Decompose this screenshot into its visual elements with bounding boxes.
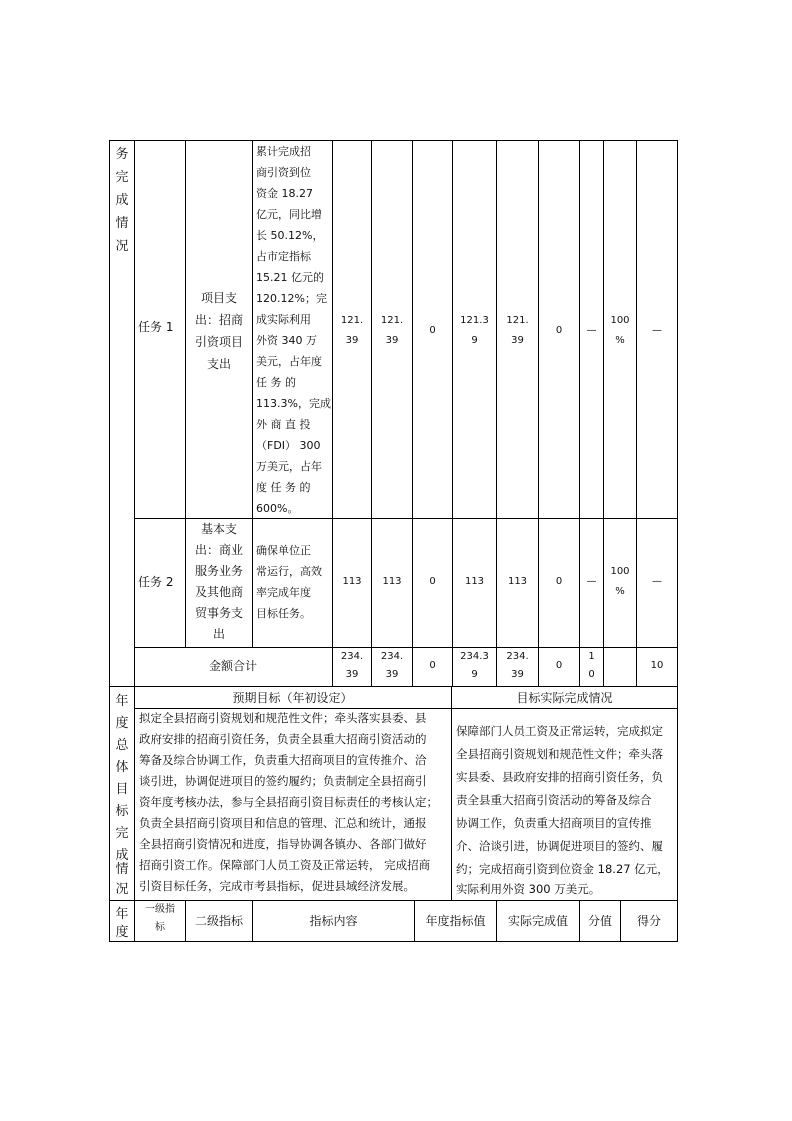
goal-line: 实县委、县政府安排的招商引资任务，负: [456, 770, 663, 784]
task2-rate: %: [615, 586, 625, 597]
label-char: 况: [115, 239, 129, 254]
col-line: [579, 140, 580, 686]
goal-line: 约；完成招商引资到位资金 18.27 亿元，: [456, 862, 669, 876]
label-char: 度: [115, 716, 129, 731]
left-col-separator: [134, 140, 135, 942]
total-value: 39: [385, 669, 399, 680]
task2-value: —: [652, 576, 662, 587]
table-right-border: [677, 140, 678, 942]
category-line: 出：商业: [194, 543, 243, 557]
row-line: [109, 900, 678, 901]
desc-line: 资金 18.27: [256, 187, 313, 200]
label-char: 目: [115, 782, 129, 797]
col-line: [371, 140, 372, 686]
total-value: 234.: [380, 651, 404, 662]
total-value: 39: [345, 669, 359, 680]
task2-value: 113: [342, 576, 362, 587]
label-char: 标: [115, 804, 129, 819]
total-value: 39: [511, 669, 524, 680]
header-annual-target: 年度指标值: [425, 914, 486, 928]
task1-value: —: [652, 325, 662, 336]
desc-line: 确保单位正: [256, 544, 311, 557]
row-line: [134, 518, 678, 519]
label-char: 务: [115, 147, 129, 162]
col-line: [603, 140, 604, 686]
desc-line: 率完成年度: [256, 586, 311, 599]
task1-budget-value: 121.: [340, 315, 364, 326]
goal-line: 谈引进，协调促进项目的签约履约；负责制定全县招商引: [139, 774, 427, 788]
goal-line: 筹备及综合协调工作，负责重大招商项目的宣传推介、洽: [139, 753, 427, 767]
col-line: [496, 140, 497, 686]
goal-line: 引资目标任务，完成市考县指标，促进县域经济发展。: [139, 879, 415, 893]
total-value: 0: [555, 660, 563, 671]
label-char: 情: [115, 216, 129, 231]
desc-line: 商引资到位: [256, 166, 311, 179]
total-value: 234.: [506, 651, 529, 662]
desc-line: 占市定指标: [256, 250, 311, 263]
task2-rate: 100: [610, 566, 630, 577]
goal-line: 全县招商引资规划和规范性文件；牵头落: [456, 747, 663, 761]
desc-line: 亿元，同比增: [256, 208, 322, 221]
desc-line: 外资 340 万: [256, 334, 317, 347]
task2-value: 113: [464, 576, 485, 587]
label-char: 情: [115, 862, 129, 877]
task1-rate: %: [615, 335, 625, 346]
desc-line: 外 商 直 投: [256, 418, 311, 431]
goal-line: 招商引资工作。保障部门人员工资及正常运转， 完成招商: [139, 858, 431, 872]
label-char: 总: [115, 738, 129, 753]
task2-value: 0: [429, 576, 436, 587]
label-char: 度: [115, 925, 129, 940]
task2-name: 任务 2: [138, 575, 174, 589]
desc-line: 目标任务。: [256, 607, 311, 620]
table-bottom-border: [109, 941, 678, 942]
actual-goal-header: 目标实际完成情况: [516, 691, 613, 705]
total-value: 9: [471, 669, 478, 680]
category-line: 服务业务: [194, 564, 243, 578]
label-char: 年: [115, 694, 129, 709]
goal-line: 保障部门人员工资及正常运转，完成拟定: [456, 724, 663, 738]
goal-line: 介、洽谈引进，协调促进项目的签约、履: [456, 839, 663, 853]
header-indicator-content: 指标内容: [309, 914, 358, 928]
task2-value: —: [586, 576, 597, 587]
expected-goal-header: 预期目标（年初设定）: [232, 691, 353, 705]
task1-value: 121.: [506, 315, 529, 326]
header-score: 得分: [636, 914, 661, 928]
total-value: 0: [588, 669, 595, 680]
task1-value: —: [586, 325, 597, 336]
desc-line: 万美元，占年: [256, 460, 322, 473]
category-line: 贸事务支: [194, 606, 243, 620]
category-line: 项目支: [200, 291, 237, 305]
task1-name: 任务 1: [138, 320, 174, 334]
col-line: [636, 140, 637, 686]
desc-line: 成实际利用: [256, 313, 311, 326]
desc-line: 度 任 务 的: [256, 481, 311, 494]
total-label: 金额合计: [208, 659, 257, 673]
goal-line: 资年度考核办法，参与全县招商引资目标责任的考核认定；: [139, 795, 438, 809]
col-line: [252, 140, 253, 647]
label-char: 完: [115, 170, 129, 185]
desc-line: 600%。: [256, 502, 299, 515]
header-score-value: 分值: [587, 914, 612, 928]
category-line: 引资项目: [194, 335, 243, 349]
task1-value: 0: [555, 325, 563, 336]
label-char: 年: [115, 907, 129, 922]
task1-value: 39: [385, 335, 399, 346]
task2-value: 113: [382, 576, 402, 587]
total-score: 10: [650, 660, 664, 671]
desc-line: （FDI） 300: [256, 439, 321, 452]
goal-line: 协调工作，负责重大招商项目的宣传推: [456, 816, 652, 830]
goal-line: 责全县重大招商引资活动的筹备及综合: [456, 793, 652, 807]
desc-line: 120.12%；完: [256, 292, 327, 305]
task1-rate: 100: [610, 315, 630, 326]
col-line: [538, 140, 539, 686]
desc-line: 累计完成招: [256, 145, 311, 158]
category-line: 及其他商: [194, 585, 243, 599]
desc-line: 15.21 亿元的: [256, 271, 324, 284]
total-value: 1: [588, 651, 595, 662]
total-value: 234.3: [460, 651, 489, 662]
goal-line: 全县招商引资情况和进度，指导协调各镇办、各部门做好: [139, 837, 427, 851]
desc-line: 常运行，高效: [256, 565, 322, 578]
category-line: 基本支: [200, 522, 237, 536]
total-value: 0: [429, 660, 436, 671]
goal-line: 负责全县招商引资项目和信息的管理、汇总和统计，通报: [139, 816, 427, 830]
category-line: 出：招商: [194, 313, 243, 327]
label-char: 况: [115, 882, 129, 897]
col-line: [332, 140, 333, 686]
desc-line: 任 务 的: [256, 376, 296, 389]
goals-split-line: [451, 686, 452, 900]
task1-value: 121.: [380, 315, 404, 326]
task1-value: 121.3: [460, 315, 489, 326]
category-line: 支出: [206, 357, 231, 371]
header-level2: 二级指标: [194, 914, 243, 928]
task1-budget-value: 39: [345, 335, 359, 346]
label-char: 体: [115, 760, 129, 775]
total-value: 234.: [340, 651, 364, 662]
desc-line: 长 50.12%，: [256, 229, 324, 242]
desc-line: 113.3%，完成: [256, 397, 331, 410]
task2-value: 113: [507, 576, 528, 587]
label-char: 成: [115, 193, 129, 208]
label-char: 完: [115, 826, 129, 841]
header-actual-value: 实际完成值: [507, 914, 568, 928]
header-level1: 标: [155, 922, 165, 933]
col-line: [452, 140, 453, 686]
goal-line: 拟定全县招商引资规划和规范性文件；牵头落实县委、县: [139, 711, 427, 725]
goal-line: 政府安排的招商引资任务，负责全县重大招商引资活动的: [139, 732, 427, 746]
header-level1: 一级指: [145, 904, 175, 915]
row-line: [109, 686, 678, 687]
col-line: [412, 140, 413, 686]
task1-value: 9: [471, 335, 478, 346]
table-top-border: [109, 140, 678, 141]
desc-line: 美元，占年度: [256, 355, 322, 368]
table-left-border: [109, 140, 110, 942]
task1-value: 0: [429, 325, 436, 336]
category-line: 出: [212, 627, 225, 641]
task2-value: 0: [555, 576, 563, 587]
goal-line: 实际利用外资 300 万美元。: [456, 882, 601, 896]
task1-value: 39: [511, 335, 524, 346]
label-char: 成: [115, 848, 129, 863]
